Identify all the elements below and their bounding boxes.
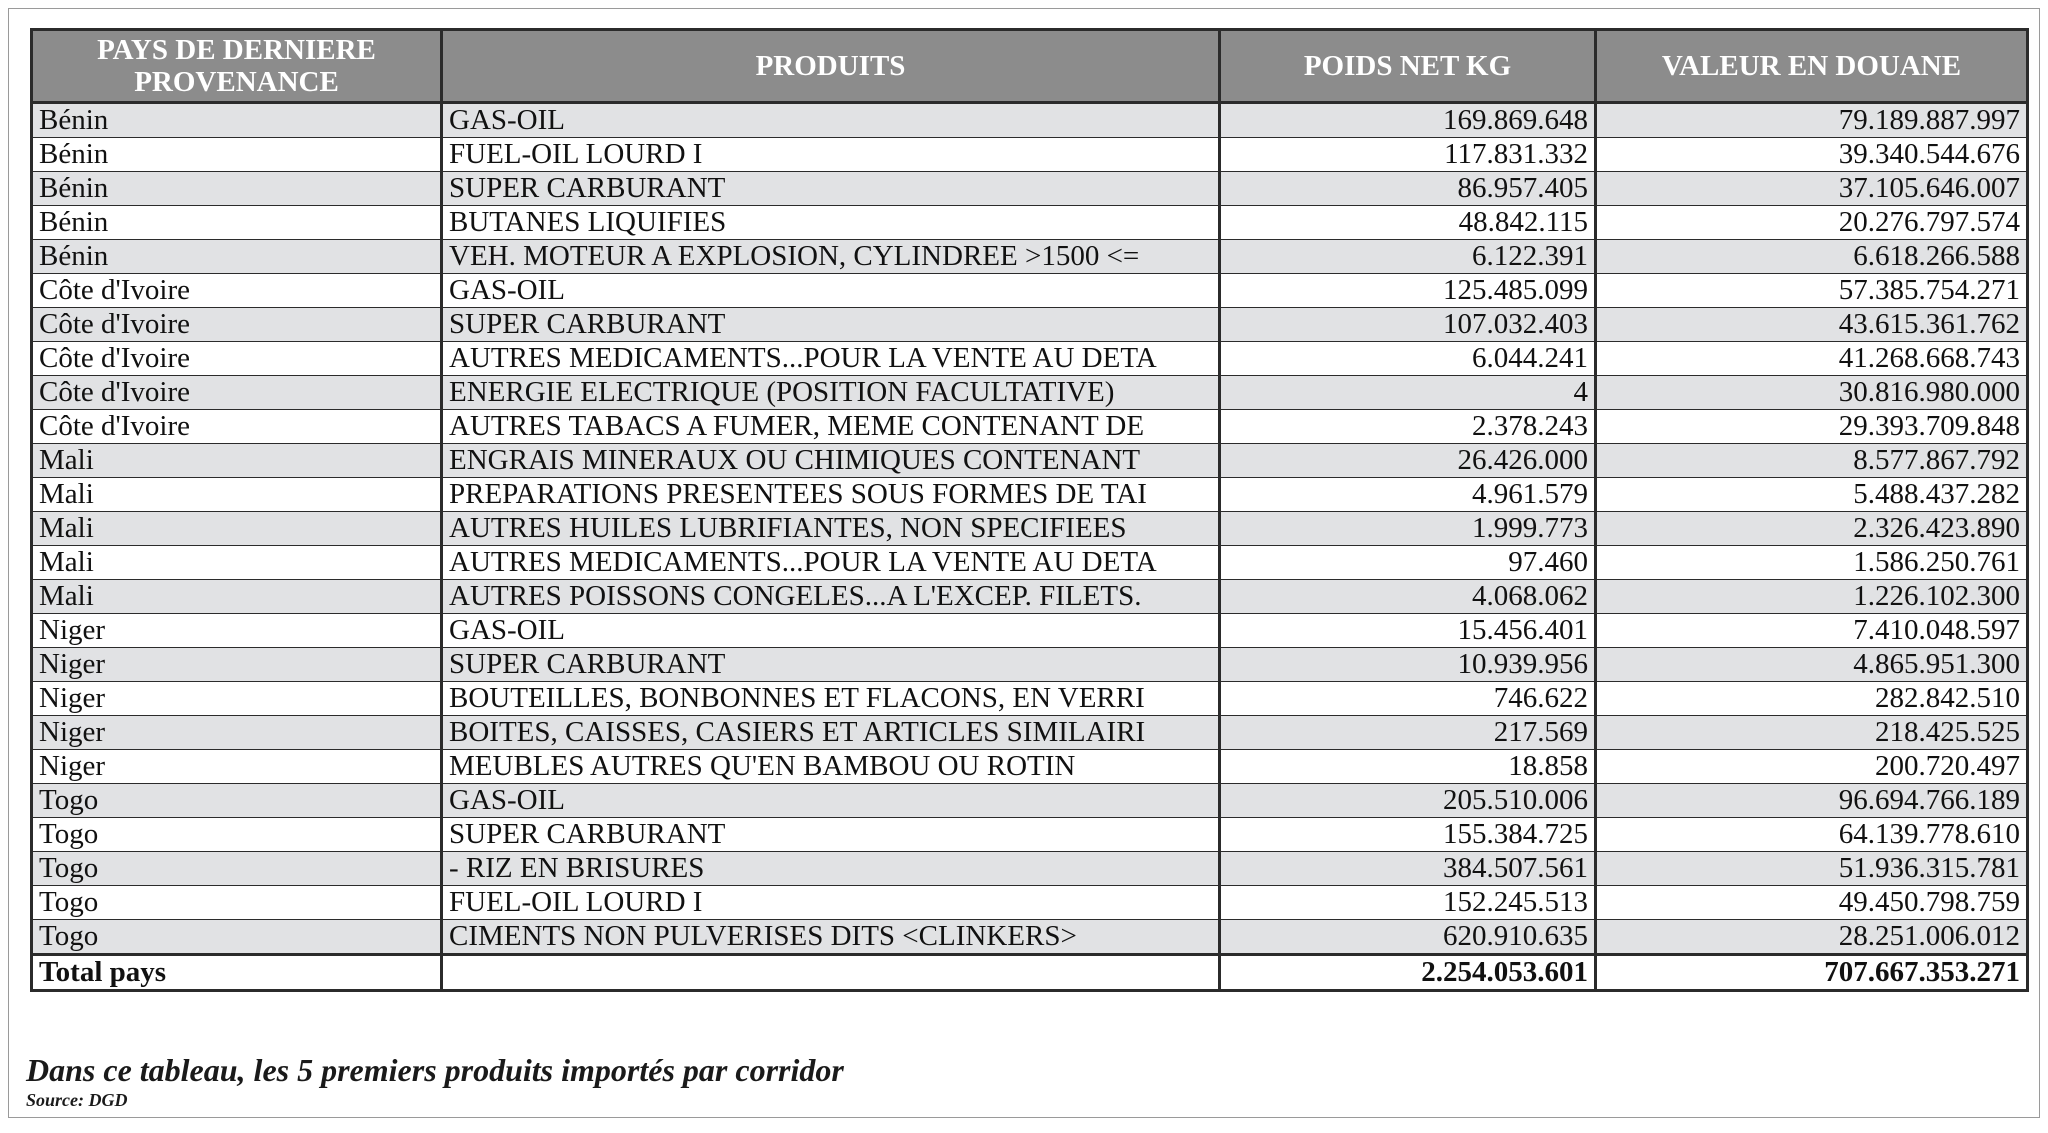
cell-value: 1.586.250.761 (1596, 546, 2028, 580)
table-row (32, 750, 2028, 784)
cell-product: FUEL-OIL LOURD I (442, 138, 1220, 172)
cell-weight: 18.858 (1220, 750, 1596, 784)
table-row (32, 308, 2028, 342)
table-row (32, 614, 2028, 648)
cell-weight: 620.910.635 (1220, 920, 1596, 955)
table-row (32, 240, 2028, 274)
header-weight: POIDS NET KG (1220, 30, 1596, 103)
total-row (32, 955, 2028, 991)
cell-weight: 155.384.725 (1220, 818, 1596, 852)
cell-product: ENERGIE ELECTRIQUE (POSITION FACULTATIVE) (442, 376, 1220, 410)
table-row (32, 886, 2028, 920)
cell-product: ENGRAIS MINERAUX OU CHIMIQUES CONTENANT (442, 444, 1220, 478)
cell-product: MEUBLES AUTRES QU'EN BAMBOU OU ROTIN (442, 750, 1220, 784)
cell-value: 4.865.951.300 (1596, 648, 2028, 682)
cell-value: 20.276.797.574 (1596, 206, 2028, 240)
table-row (32, 410, 2028, 444)
cell-country: Niger (32, 750, 442, 784)
cell-weight: 117.831.332 (1220, 138, 1596, 172)
cell-country: Bénin (32, 206, 442, 240)
table-row (32, 580, 2028, 614)
cell-weight: 1.999.773 (1220, 512, 1596, 546)
cell-weight: 384.507.561 (1220, 852, 1596, 886)
cell-weight: 152.245.513 (1220, 886, 1596, 920)
cell-country: Niger (32, 614, 442, 648)
cell-value: 200.720.497 (1596, 750, 2028, 784)
cell-country: Bénin (32, 103, 442, 138)
total-product (442, 955, 1220, 991)
cell-country: Mali (32, 478, 442, 512)
cell-country: Côte d'Ivoire (32, 376, 442, 410)
cell-country: Togo (32, 920, 442, 955)
table-row (32, 172, 2028, 206)
cell-product: SUPER CARBURANT (442, 308, 1220, 342)
cell-weight: 4.068.062 (1220, 580, 1596, 614)
cell-country: Bénin (32, 172, 442, 206)
cell-weight: 6.044.241 (1220, 342, 1596, 376)
table-row (32, 512, 2028, 546)
cell-country: Niger (32, 682, 442, 716)
cell-weight: 107.032.403 (1220, 308, 1596, 342)
table-row (32, 138, 2028, 172)
table-row (32, 920, 2028, 955)
cell-country: Côte d'Ivoire (32, 274, 442, 308)
table-row (32, 682, 2028, 716)
cell-value: 2.326.423.890 (1596, 512, 2028, 546)
table-row (32, 103, 2028, 138)
table-row (32, 784, 2028, 818)
table-row (32, 274, 2028, 308)
table-row (32, 342, 2028, 376)
table-row (32, 716, 2028, 750)
total-value: 707.667.353.271 (1596, 955, 2028, 991)
cell-product: BUTANES LIQUIFIES (442, 206, 1220, 240)
cell-value: 29.393.709.848 (1596, 410, 2028, 444)
cell-value: 79.189.887.997 (1596, 103, 2028, 138)
header-value: VALEUR EN DOUANE (1596, 30, 2028, 103)
table-row (32, 376, 2028, 410)
cell-country: Togo (32, 852, 442, 886)
cell-country: Togo (32, 784, 442, 818)
header-country: PAYS DE DERNIERE PROVENANCE (32, 30, 442, 103)
cell-weight: 26.426.000 (1220, 444, 1596, 478)
cell-country: Mali (32, 512, 442, 546)
cell-product: AUTRES TABACS A FUMER, MEME CONTENANT DE (442, 410, 1220, 444)
cell-value: 6.618.266.588 (1596, 240, 2028, 274)
table-row (32, 546, 2028, 580)
cell-product: AUTRES MEDICAMENTS...POUR LA VENTE AU DETA (442, 342, 1220, 376)
cell-weight: 48.842.115 (1220, 206, 1596, 240)
cell-weight: 15.456.401 (1220, 614, 1596, 648)
header-product: PRODUITS (442, 30, 1220, 103)
cell-product: GAS-OIL (442, 784, 1220, 818)
table-header-row (32, 30, 2028, 103)
cell-value: 64.139.778.610 (1596, 818, 2028, 852)
cell-value: 28.251.006.012 (1596, 920, 2028, 955)
cell-product: AUTRES HUILES LUBRIFIANTES, NON SPECIFIEES (442, 512, 1220, 546)
cell-weight: 10.939.956 (1220, 648, 1596, 682)
cell-product: BOUTEILLES, BONBONNES ET FLACONS, EN VERRI (442, 682, 1220, 716)
cell-product: AUTRES MEDICAMENTS...POUR LA VENTE AU DETA (442, 546, 1220, 580)
cell-country: Niger (32, 648, 442, 682)
cell-product: SUPER CARBURANT (442, 648, 1220, 682)
cell-value: 51.936.315.781 (1596, 852, 2028, 886)
cell-value: 57.385.754.271 (1596, 274, 2028, 308)
cell-product: GAS-OIL (442, 614, 1220, 648)
cell-country: Togo (32, 886, 442, 920)
cell-weight: 2.378.243 (1220, 410, 1596, 444)
cell-product: FUEL-OIL LOURD I (442, 886, 1220, 920)
cell-value: 37.105.646.007 (1596, 172, 2028, 206)
cell-product: BOITES, CAISSES, CASIERS ET ARTICLES SIMILAIRI (442, 716, 1220, 750)
cell-country: Mali (32, 444, 442, 478)
cell-value: 218.425.525 (1596, 716, 2028, 750)
total-label: Total pays (32, 955, 442, 991)
table-row (32, 206, 2028, 240)
cell-weight: 125.485.099 (1220, 274, 1596, 308)
cell-product: AUTRES POISSONS CONGELES...A L'EXCEP. FILETS. (442, 580, 1220, 614)
table-row (32, 852, 2028, 886)
cell-value: 5.488.437.282 (1596, 478, 2028, 512)
cell-value: 30.816.980.000 (1596, 376, 2028, 410)
table-row (32, 648, 2028, 682)
table-row (32, 478, 2028, 512)
cell-product: PREPARATIONS PRESENTEES SOUS FORMES DE TAI (442, 478, 1220, 512)
cell-weight: 4 (1220, 376, 1596, 410)
cell-value: 7.410.048.597 (1596, 614, 2028, 648)
cell-country: Côte d'Ivoire (32, 342, 442, 376)
cell-weight: 86.957.405 (1220, 172, 1596, 206)
table-row (32, 444, 2028, 478)
cell-country: Mali (32, 580, 442, 614)
cell-weight: 217.569 (1220, 716, 1596, 750)
table-caption: Dans ce tableau, les 5 premiers produits importés par corridor (26, 1052, 844, 1088)
cell-value: 1.226.102.300 (1596, 580, 2028, 614)
cell-country: Bénin (32, 138, 442, 172)
cell-value: 96.694.766.189 (1596, 784, 2028, 818)
cell-weight: 6.122.391 (1220, 240, 1596, 274)
table-row (32, 818, 2028, 852)
cell-country: Togo (32, 818, 442, 852)
cell-country: Côte d'Ivoire (32, 410, 442, 444)
cell-weight: 169.869.648 (1220, 103, 1596, 138)
cell-country: Niger (32, 716, 442, 750)
cell-product: GAS-OIL (442, 274, 1220, 308)
cell-product: SUPER CARBURANT (442, 172, 1220, 206)
cell-weight: 97.460 (1220, 546, 1596, 580)
cell-country: Mali (32, 546, 442, 580)
cell-product: - RIZ EN BRISURES (442, 852, 1220, 886)
cell-weight: 746.622 (1220, 682, 1596, 716)
source-note: Source: DGD (26, 1090, 128, 1110)
cell-product: VEH. MOTEUR A EXPLOSION, CYLINDREE >1500 <= (442, 240, 1220, 274)
cell-product: SUPER CARBURANT (442, 818, 1220, 852)
imports-table (30, 28, 2029, 992)
cell-value: 8.577.867.792 (1596, 444, 2028, 478)
cell-weight: 205.510.006 (1220, 784, 1596, 818)
cell-weight: 4.961.579 (1220, 478, 1596, 512)
cell-country: Bénin (32, 240, 442, 274)
cell-value: 41.268.668.743 (1596, 342, 2028, 376)
cell-country: Côte d'Ivoire (32, 308, 442, 342)
cell-value: 49.450.798.759 (1596, 886, 2028, 920)
cell-value: 43.615.361.762 (1596, 308, 2028, 342)
total-weight: 2.254.053.601 (1220, 955, 1596, 991)
cell-value: 39.340.544.676 (1596, 138, 2028, 172)
cell-product: CIMENTS NON PULVERISES DITS <CLINKERS> (442, 920, 1220, 955)
cell-value: 282.842.510 (1596, 682, 2028, 716)
cell-product: GAS-OIL (442, 103, 1220, 138)
